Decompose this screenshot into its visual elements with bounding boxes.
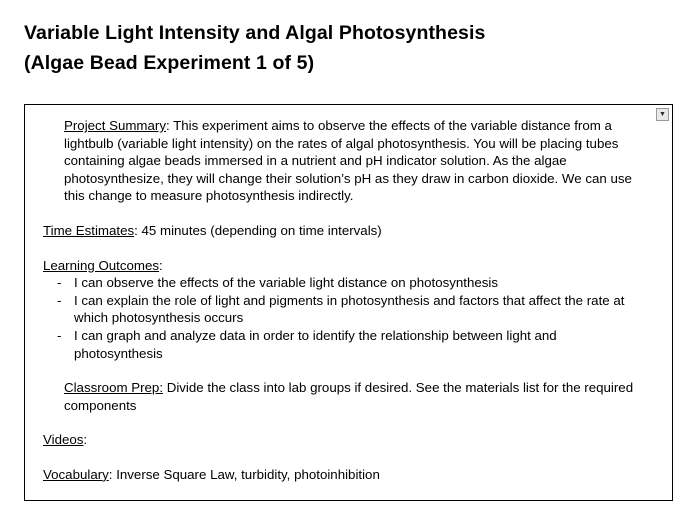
section-heading-videos: Videos xyxy=(43,432,84,448)
project-summary-textbox[interactable] xyxy=(24,104,673,501)
section-heading-time-estimates: Time Estimates xyxy=(43,222,135,238)
section-separator-videos: : xyxy=(83,432,88,448)
section-separator-time-estimates: : xyxy=(134,222,138,238)
page-title-line-2: (Algae Bead Experiment 1 of 5) xyxy=(24,52,315,74)
section-heading-project-summary: Project Summary xyxy=(64,118,166,133)
section-heading-vocabulary: Vocabulary xyxy=(43,466,109,482)
scroll-arrow-glyph: ▼ xyxy=(659,111,666,118)
list-bullet-marker: - xyxy=(57,327,62,343)
page-title-line-1: Variable Light Intensity and Algal Photosynthesis xyxy=(24,22,486,44)
spacer-3 xyxy=(43,362,643,379)
scroll-down-arrow-icon[interactable] xyxy=(656,108,669,121)
learning-outcomes-list xyxy=(43,274,643,362)
list-item-label: I can explain the role of light and pigments in photosynthesis and factors that affect the rate at which photosynthesis occurs xyxy=(74,292,625,326)
spacer-5 xyxy=(43,449,643,466)
section-body-time-estimates: 45 minutes (depending on time intervals) xyxy=(137,222,382,238)
list-item-label: I can graph and analyze data in order to identify the relationship between light and photosynthesis xyxy=(74,327,557,361)
textbox-content xyxy=(43,117,643,484)
section-vocabulary xyxy=(43,466,643,484)
section-learning-outcomes xyxy=(43,257,643,275)
list-item xyxy=(43,327,643,362)
section-body-project-summary: This experiment aims to observe the effects of the variable distance from a lightbulb (variable light intensity) on the rates of algal photosynthesis. You will be placing tubes containing algae beads immersed in a nutrient and pH indicator solution. As the algae photosynthesize, they will change their solution’s pH as they draw in carbon dioxide. We can use this change to measure photosynthesis indirectly. xyxy=(64,118,632,204)
vertical-scrollbar[interactable] xyxy=(656,105,672,500)
spacer-2 xyxy=(43,240,643,257)
section-separator-learning-outcomes: : xyxy=(159,257,163,273)
section-heading-learning-outcomes: Learning Outcomes xyxy=(43,257,160,273)
section-videos xyxy=(43,431,643,449)
spacer-4 xyxy=(43,414,643,431)
section-heading-classroom-prep: Classroom Prep: xyxy=(64,380,164,396)
list-item-label: I can observe the effects of the variable light distance on photosynthesis xyxy=(74,275,499,291)
list-bullet-marker: - xyxy=(57,292,62,308)
section-time-estimates xyxy=(43,222,643,240)
section-separator-vocabulary: : xyxy=(108,466,113,482)
section-classroom-prep xyxy=(43,379,643,414)
section-body-vocabulary: Inverse Square Law, turbidity, photoinhibition xyxy=(112,466,380,482)
section-project-summary xyxy=(43,117,643,205)
spacer-1 xyxy=(43,205,643,222)
list-item xyxy=(43,292,643,327)
page-title xyxy=(24,18,664,78)
section-body-classroom-prep: Divide the class into lab groups if desired. See the materials list for the required components xyxy=(64,380,634,413)
section-separator-project-summary: : xyxy=(165,118,170,133)
list-item xyxy=(43,274,643,292)
list-bullet-marker: - xyxy=(57,275,62,291)
